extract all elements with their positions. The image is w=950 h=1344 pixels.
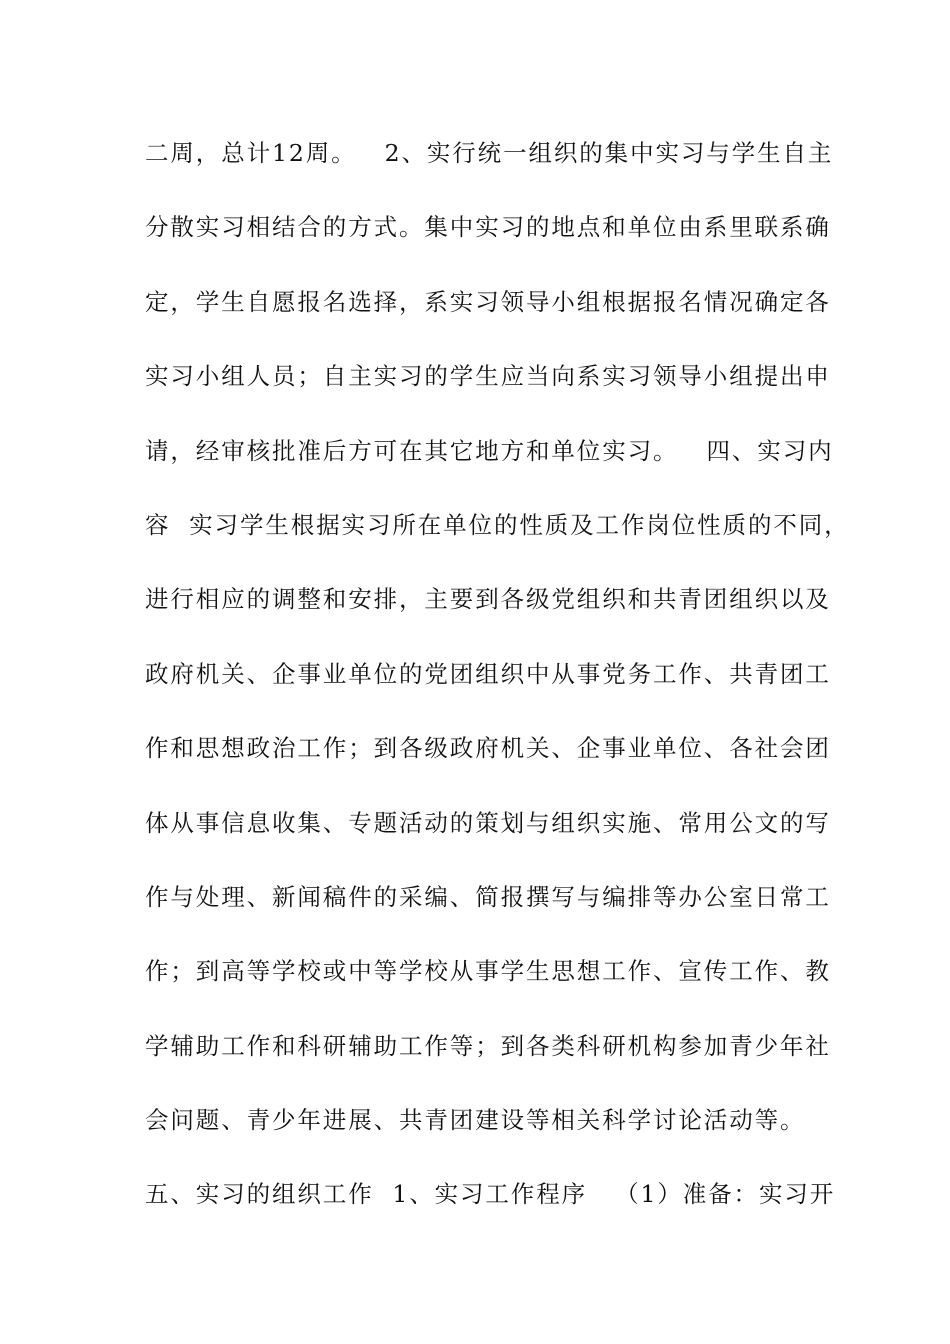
text-line-13: 学辅助工作和科研辅助工作等；到各类科研机构参加青少年社 — [145, 1031, 831, 1060]
text-line-8: 政府机关、企事业单位的党团组织中从事党务工作、共青团工 — [145, 659, 831, 688]
text-line-10: 体从事信息收集、专题活动的策划与组织实施、常用公文的写 — [145, 808, 831, 837]
text-line-7: 进行相应的调整和安排，主要到各级党组织和共青团组织以及 — [145, 585, 831, 614]
text-line-6: 容 实习学生根据实习所在单位的性质及工作岗位性质的不同， — [145, 510, 850, 539]
text-line-5: 请，经审核批准后方可在其它地方和单位实习。 四、实习内 — [145, 436, 834, 465]
text-line-1: 二周，总计12周。 2、实行统一组织的集中实习与学生自主 — [145, 139, 834, 167]
text-line-12: 作；到高等学校或中等学校从事学生思想工作、宣传工作、教 — [145, 957, 831, 986]
text-line-4: 实习小组人员；自主实习的学生应当向系实习领导小组提出申 — [145, 362, 831, 391]
text-line-9: 作和思想政治工作；到各级政府机关、企事业单位、各社会团 — [145, 734, 831, 763]
text-line-15: 五、实习的组织工作 1、实习工作程序 （1）准备：实习开 — [145, 1180, 836, 1209]
text-line-14: 会问题、青少年进展、共青团建设等相关科学讨论活动等。 — [145, 1106, 806, 1135]
text-line-2: 分散实习相结合的方式。集中实习的地点和单位由系里联系确 — [145, 213, 831, 242]
body-text — [145, 128, 850, 1244]
text-line-3: 定，学生自愿报名选择，系实习领导小组根据报名情况确定各 — [145, 287, 831, 316]
text-line-11: 作与处理、新闻稿件的采编、简报撰写与编排等办公室日常工 — [145, 882, 831, 911]
